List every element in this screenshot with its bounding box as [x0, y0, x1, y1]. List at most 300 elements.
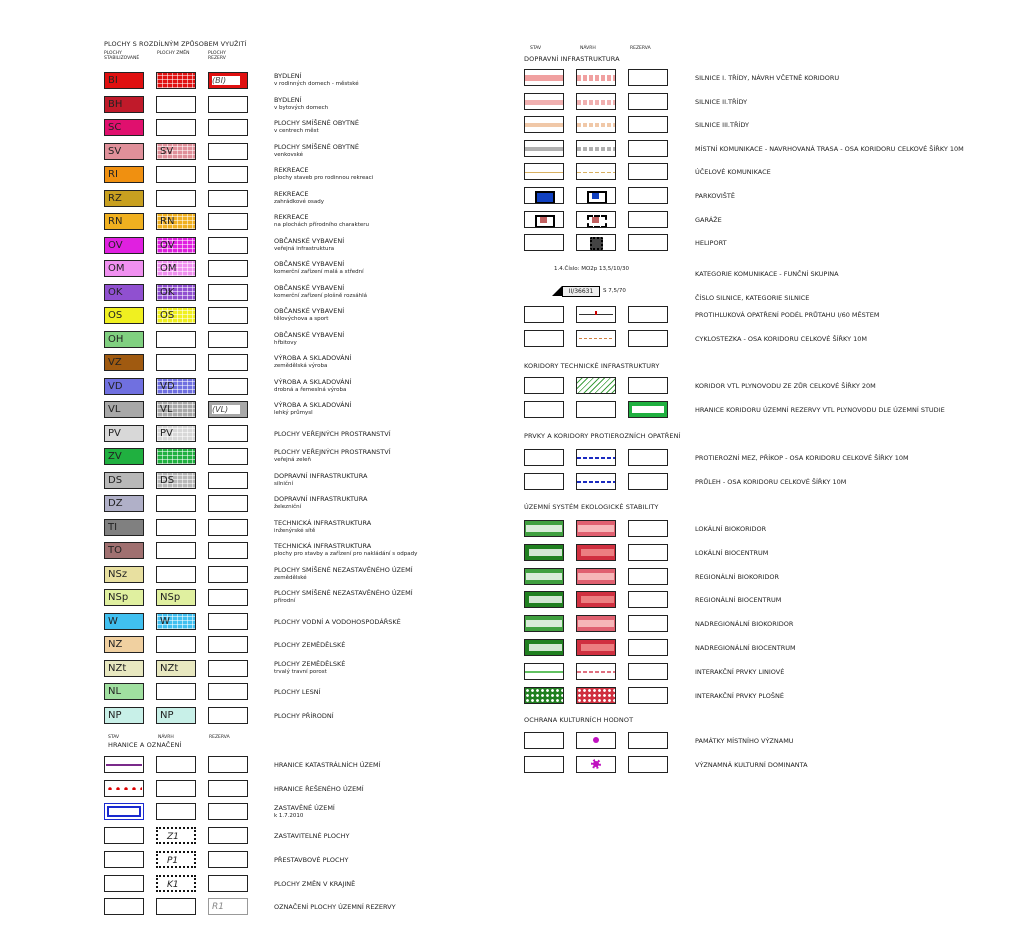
label-main: ZASTAVĚNÉ ÚZEMÍ [274, 804, 335, 812]
rezerva-swatch [208, 119, 248, 136]
legend-label [274, 284, 367, 300]
road-stripe [525, 671, 563, 673]
navrh-swatch [156, 425, 196, 442]
label-sub: komerční zařízení malá a střední [274, 269, 364, 275]
rezerva-swatch [208, 284, 248, 301]
legend-label [695, 239, 727, 247]
navrh-swatch [156, 213, 196, 230]
legend-label [274, 72, 359, 88]
label-main: SILNICE II.TŘÍDY [695, 98, 748, 106]
legend-label [274, 213, 369, 229]
stav-swatch [104, 213, 144, 230]
rezerva-swatch [208, 613, 248, 630]
stav-code: ZV [108, 451, 122, 462]
label-main: OBČANSKÉ VYBAVENÍ [274, 307, 345, 315]
navrh-symbol [576, 187, 616, 204]
legend-label [695, 596, 781, 604]
rezerva-symbol [628, 306, 668, 323]
dominant-icon [591, 759, 601, 769]
col-navrh-2: NÁVRH [158, 735, 174, 740]
uses-inner [581, 549, 614, 556]
stav-symbol [524, 732, 564, 749]
navrh-code: NP [160, 710, 174, 721]
parking-icon [535, 191, 555, 204]
legend-label [695, 311, 879, 319]
stav-code: NSz [108, 569, 128, 580]
label-main: INTERAKČNÍ PRVKY LINIOVÉ [695, 668, 785, 676]
zone-code: K1 [167, 880, 179, 890]
navrh-swatch [156, 683, 196, 700]
stav-code: SC [108, 122, 122, 133]
uses-inner [578, 525, 614, 532]
stav-swatch [104, 307, 144, 324]
parking-center [592, 193, 599, 199]
rezerva-swatch [208, 143, 248, 160]
cislo-label: ČÍSLO SILNICE, KATEGORIE SILNICE [695, 294, 810, 302]
legend-label [695, 620, 793, 628]
navrh-code: VD [160, 381, 175, 392]
label-sub: veřejná infrastruktura [274, 246, 335, 252]
rezerva-symbol [628, 568, 668, 585]
legend-label [274, 96, 328, 112]
stav-symbol [104, 803, 144, 820]
rezerva-symbol [628, 615, 668, 632]
legend-label [274, 618, 401, 626]
road-stripe [577, 100, 615, 105]
stav-code: NZt [108, 663, 127, 674]
navrh-code: DS [160, 475, 175, 486]
stav-symbol [524, 520, 564, 537]
legend-label [274, 832, 349, 840]
blue-frame [107, 806, 141, 817]
legend-label [695, 549, 768, 557]
label-sub: drobná a řemeslná výroba [274, 387, 347, 393]
cycle-path-line [579, 338, 613, 339]
stav-symbol [104, 827, 144, 844]
navrh-symbol [576, 615, 616, 632]
stav-swatch [104, 378, 144, 395]
uses-inner [529, 549, 562, 556]
label-sub: plochy pro stavby a zařízení pro nakládání s odpady [274, 551, 418, 557]
rezerva-swatch [208, 307, 248, 324]
stav-symbol [524, 330, 564, 347]
road-stripe [525, 75, 563, 81]
rezerva-swatch [208, 566, 248, 583]
rezerva-symbol [628, 687, 668, 704]
rezerva-swatch [208, 260, 248, 277]
navrh-symbol [576, 69, 616, 86]
label-sub: železniční [274, 504, 302, 510]
navrh-code: SV [160, 146, 174, 157]
label-main: TECHNICKÁ INFRASTRUKTURA [274, 542, 372, 550]
label-sub: v centrech měst [274, 128, 319, 134]
reserve-corridor [632, 406, 664, 413]
legend-label [695, 406, 945, 414]
rezerva-symbol [628, 473, 668, 490]
label-sub: v rodinných domech - městské [274, 81, 359, 87]
label-sub: zahrádkové osady [274, 199, 324, 205]
stav-symbol [524, 211, 564, 228]
navrh-symbol [576, 93, 616, 110]
rezerva-swatch [208, 636, 248, 653]
legend-label [274, 354, 351, 370]
rezerva-symbol [208, 780, 248, 797]
rezerva-swatch [208, 660, 248, 677]
label-main: TECHNICKÁ INFRASTRUKTURA [274, 519, 372, 527]
kategorie-note: 1.4.Číslo: MO2p 13,5/10/30 [554, 266, 629, 272]
navrh-swatch [156, 284, 196, 301]
label-main: PROTIEROZNÍ MEZ, PŘÍKOP - OSA KORIDORU CELKOVÉ ŠÍŘKY 10M [695, 454, 909, 462]
stav-code: DS [108, 475, 123, 486]
label-main: REKREACE [274, 190, 309, 198]
legend-label [695, 168, 771, 176]
navrh-swatch [156, 378, 196, 395]
label-sub: trvalý travní porost [274, 669, 327, 675]
rezerva-swatch [208, 542, 248, 559]
stav-swatch [104, 401, 144, 418]
label-main: PLOCHY ZEMĚDĚLSKÉ [274, 660, 346, 668]
rezerva-swatch [208, 166, 248, 183]
label-sub: venkovské [274, 152, 303, 158]
rezerva-swatch [208, 354, 248, 371]
navrh-symbol [156, 851, 196, 868]
rezerva-symbol [628, 93, 668, 110]
label-main: INTERAKČNÍ PRVKY PLOŠNÉ [695, 692, 784, 700]
rezerva-swatch [208, 495, 248, 512]
stav-symbol [524, 687, 564, 704]
stav-swatch [104, 519, 144, 536]
stav-symbol [104, 851, 144, 868]
stav-symbol [524, 544, 564, 561]
stav-swatch [104, 660, 144, 677]
navrh-swatch [156, 96, 196, 113]
stav-swatch [104, 636, 144, 653]
label-main: PLOCHY ZEMĚDĚLSKÉ [274, 641, 346, 649]
road-stripe [525, 172, 563, 173]
label-sub: plochy staveb pro rodinnou rekreaci [274, 175, 374, 181]
stav-swatch [104, 472, 144, 489]
label-main: HRANICE KATASTRÁLNÍCH ÚZEMÍ [274, 761, 381, 769]
rezerva-symbol [208, 851, 248, 868]
stav-symbol [524, 234, 564, 251]
label-main: VÝZNAMNÁ KULTURNÍ DOMINANTA [695, 761, 808, 769]
stav-code: NZ [108, 639, 123, 650]
stav-symbol [524, 615, 564, 632]
stav-swatch [104, 260, 144, 277]
uses-inner [526, 573, 562, 580]
label-sub: zemědělské [274, 575, 307, 581]
label-main: BYDLENÍ [274, 72, 302, 80]
rezerva-symbol [628, 401, 668, 418]
stav-code: PV [108, 428, 121, 439]
erosion-line [577, 457, 615, 459]
legend-label [274, 761, 381, 769]
label-main: NADREGIONÁLNÍ BIOCENTRUM [695, 644, 796, 652]
legend-label [274, 331, 344, 347]
navrh-symbol [576, 473, 616, 490]
legend-label [695, 761, 808, 769]
rezerva-symbol [208, 756, 248, 773]
label-main: ÚČELOVÉ KOMUNIKACE [695, 168, 771, 176]
navrh-swatch [156, 519, 196, 536]
label-main: PLOCHY SMÍŠENÉ OBYTNÉ [274, 119, 359, 127]
stav-swatch [104, 425, 144, 442]
legend-label [695, 335, 867, 343]
legend-label [274, 804, 335, 820]
rezerva-swatch [208, 448, 248, 465]
stav-swatch [104, 354, 144, 371]
navrh-swatch [156, 72, 196, 89]
label-sub: veřejná zeleň [274, 457, 311, 463]
navrh-symbol [576, 639, 616, 656]
navrh-swatch [156, 307, 196, 324]
r-col-navrh: NÁVRH [580, 46, 596, 51]
rezerva-swatch [208, 72, 248, 89]
stav-code: SV [108, 146, 122, 157]
navrh-swatch [156, 166, 196, 183]
borders-title: HRANICE A OZNAČENÍ [108, 741, 182, 749]
rezerva-symbol [628, 520, 668, 537]
rezerva-symbol [208, 827, 248, 844]
stav-code: OS [108, 310, 123, 321]
stav-code: TO [108, 545, 122, 556]
rezerva-swatch [208, 378, 248, 395]
navrh-swatch [156, 613, 196, 630]
rezerva-swatch [208, 331, 248, 348]
label-sub: lehký průmysl [274, 410, 313, 416]
navrh-symbol [576, 377, 616, 394]
navrh-code: NZt [160, 663, 179, 674]
legend-label [695, 525, 766, 533]
boundary-line [106, 764, 142, 766]
rezerva-swatch [208, 472, 248, 489]
legend-label [274, 448, 391, 464]
legend-label [695, 737, 794, 745]
rezerva-symbol [628, 544, 668, 561]
dot-line [106, 787, 142, 790]
uses-inner [581, 596, 614, 603]
stav-symbol [104, 780, 144, 797]
label-main: OBČANSKÉ VYBAVENÍ [274, 331, 345, 339]
stav-code: RN [108, 216, 123, 227]
badge-triangle [552, 286, 562, 296]
navrh-code: OK [160, 287, 175, 298]
rezerva-code: (VL) [212, 405, 240, 414]
erosion-line [577, 481, 615, 483]
label-main: PLOCHY VODNÍ A VODOHOSPODÁŘSKÉ [274, 618, 401, 626]
road-stripe [525, 100, 563, 105]
legend-label [274, 542, 417, 558]
rezerva-swatch [208, 237, 248, 254]
stav-symbol [524, 591, 564, 608]
stav-swatch [104, 143, 144, 160]
stav-swatch [104, 613, 144, 630]
navrh-symbol [156, 827, 196, 844]
navrh-symbol [576, 116, 616, 133]
navrh-symbol [576, 140, 616, 157]
legend-label [274, 566, 413, 582]
stav-swatch [104, 119, 144, 136]
uses-inner [581, 644, 614, 651]
rezerva-symbol [208, 803, 248, 820]
navrh-swatch [156, 260, 196, 277]
label-main: SILNICE I. TŘÍDY, NÁVRH VČETNĚ KORIDORU [695, 74, 840, 82]
stav-code: BH [108, 99, 123, 110]
rezerva-symbol [628, 756, 668, 773]
uses-inner [529, 596, 562, 603]
doprava-title: DOPRAVNÍ INFRASTRUKTURA [524, 55, 620, 63]
navrh-swatch [156, 472, 196, 489]
stav-symbol [524, 639, 564, 656]
stav-swatch [104, 284, 144, 301]
col-reserves: PLOCHY REZERV [208, 51, 226, 61]
stav-swatch [104, 190, 144, 207]
label-sub: hřbitovy [274, 340, 297, 346]
navrh-code: NSp [160, 592, 181, 603]
label-main: VÝROBA A SKLADOVÁNÍ [274, 401, 352, 409]
koridory-title: KORIDORY TECHNICKÉ INFRASTRUKTURY [524, 362, 660, 370]
navrh-symbol [576, 306, 616, 323]
stav-symbol [524, 140, 564, 157]
label-sub: v bytových domech [274, 105, 329, 111]
road-number-badge [552, 286, 598, 296]
stav-code: NP [108, 710, 122, 721]
prvky-title: PRVKY A KORIDORY PROTIEROZNÍCH OPATŘENÍ [524, 432, 681, 440]
navrh-swatch [156, 354, 196, 371]
road-stripe [525, 147, 563, 151]
rezerva-swatch [208, 96, 248, 113]
navrh-swatch [156, 589, 196, 606]
col-stabilized: PLOCHY STABILIZOVANÉ [104, 51, 140, 61]
uses-inner [578, 620, 614, 627]
stav-code: W [108, 616, 118, 627]
rezerva-symbol [208, 898, 248, 915]
rezerva-swatch [208, 425, 248, 442]
label-main: VÝROBA A SKLADOVÁNÍ [274, 378, 352, 386]
label-main: GARÁŽE [695, 216, 722, 224]
navrh-symbol [576, 732, 616, 749]
road-stripe [577, 172, 615, 173]
label-sub: zemědělská výroba [274, 363, 328, 369]
rezerva-symbol [628, 377, 668, 394]
legend-label [274, 903, 396, 911]
navrh-symbol [576, 568, 616, 585]
stav-code: RZ [108, 193, 122, 204]
label-main: ZASTAVITELNÉ PLOCHY [274, 832, 350, 840]
label-main: HRANICE ŘEŠENÉHO ÚZEMÍ [274, 785, 364, 793]
navrh-symbol [156, 756, 196, 773]
stav-swatch [104, 237, 144, 254]
stav-code: OH [108, 334, 124, 345]
navrh-code: RN [160, 216, 175, 227]
legend-label [274, 712, 334, 720]
stav-symbol [524, 116, 564, 133]
rezerva-symbol [628, 591, 668, 608]
garage-center [540, 217, 547, 223]
navrh-symbol [156, 898, 196, 915]
legend-label [695, 145, 964, 153]
uses-title: ÚZEMNÍ SYSTÉM EKOLOGICKÉ STABILITY [524, 503, 659, 511]
legend-label [695, 573, 779, 581]
label-sub: k 1.7.2010 [274, 813, 304, 819]
label-main: NADREGIONÁLNÍ BIOKORIDOR [695, 620, 794, 628]
stav-symbol [524, 69, 564, 86]
legend-label [695, 692, 784, 700]
label-main: BYDLENÍ [274, 96, 302, 104]
stav-symbol [524, 187, 564, 204]
label-main: PLOCHY SMÍŠENÉ NEZASTAVĚNÉHO ÚZEMÍ [274, 589, 413, 597]
navrh-symbol [576, 591, 616, 608]
rezerva-symbol [628, 449, 668, 466]
legend-label [274, 519, 371, 535]
stav-swatch [104, 542, 144, 559]
label-sub: silniční [274, 481, 293, 487]
stav-code: RI [108, 169, 118, 180]
legend-label [695, 216, 722, 224]
legend-label [274, 166, 373, 182]
label-main: CYKLOSTEZKA - OSA KORIDORU CELKOVÉ ŠÍŘKY 10M [695, 335, 867, 343]
navrh-code: VL [160, 404, 173, 415]
navrh-swatch [156, 143, 196, 160]
navrh-symbol [576, 756, 616, 773]
legend-label [274, 589, 413, 605]
stav-swatch [104, 331, 144, 348]
rezerva-symbol [628, 69, 668, 86]
rezerva-swatch [208, 707, 248, 724]
label-main: PLOCHY SMÍŠENÉ OBYTNÉ [274, 143, 359, 151]
road-stripe [577, 75, 615, 81]
legend-label [274, 260, 364, 276]
left-title: PLOCHY S ROZDÍLNÝM ZPŮSOBEM VYUŽITÍ [104, 40, 247, 48]
uses-inner [578, 573, 614, 580]
stav-swatch [104, 566, 144, 583]
stav-code: OK [108, 287, 123, 298]
label-main: DOPRAVNÍ INFRASTRUKTURA [274, 495, 368, 503]
rezerva-swatch [208, 683, 248, 700]
stav-swatch [104, 72, 144, 89]
label-main: OZNAČENÍ PLOCHY ÚZEMNÍ REZERVY [274, 903, 396, 911]
rezerva-swatch [208, 190, 248, 207]
stav-swatch [104, 589, 144, 606]
stav-symbol [524, 449, 564, 466]
stav-symbol [524, 568, 564, 585]
navrh-swatch [156, 542, 196, 559]
stav-code: VD [108, 381, 123, 392]
navrh-symbol [156, 803, 196, 820]
col-rezerva-2: REZERVA [209, 735, 230, 740]
stav-swatch [104, 448, 144, 465]
rezerva-symbol [628, 211, 668, 228]
navrh-swatch [156, 707, 196, 724]
r-col-rezerva: REZERVA [630, 46, 651, 51]
stav-code: DZ [108, 498, 123, 509]
label-main: OBČANSKÉ VYBAVENÍ [274, 284, 345, 292]
label-main: REKREACE [274, 166, 309, 174]
legend-label [274, 688, 321, 696]
legend-label [695, 478, 846, 486]
road-stripe [577, 671, 615, 673]
stav-code: OV [108, 240, 123, 251]
legend-label [274, 190, 324, 206]
label-sub: přírodní [274, 598, 296, 604]
legend-label [274, 143, 359, 159]
stav-code: BI [108, 75, 118, 86]
road-stripe [577, 147, 615, 151]
rezerva-symbol [628, 116, 668, 133]
label-main: OBČANSKÉ VYBAVENÍ [274, 237, 345, 245]
label-main: PLOCHY LESNÍ [274, 688, 321, 696]
label-main: REGIONÁLNÍ BIOCENTRUM [695, 596, 782, 604]
